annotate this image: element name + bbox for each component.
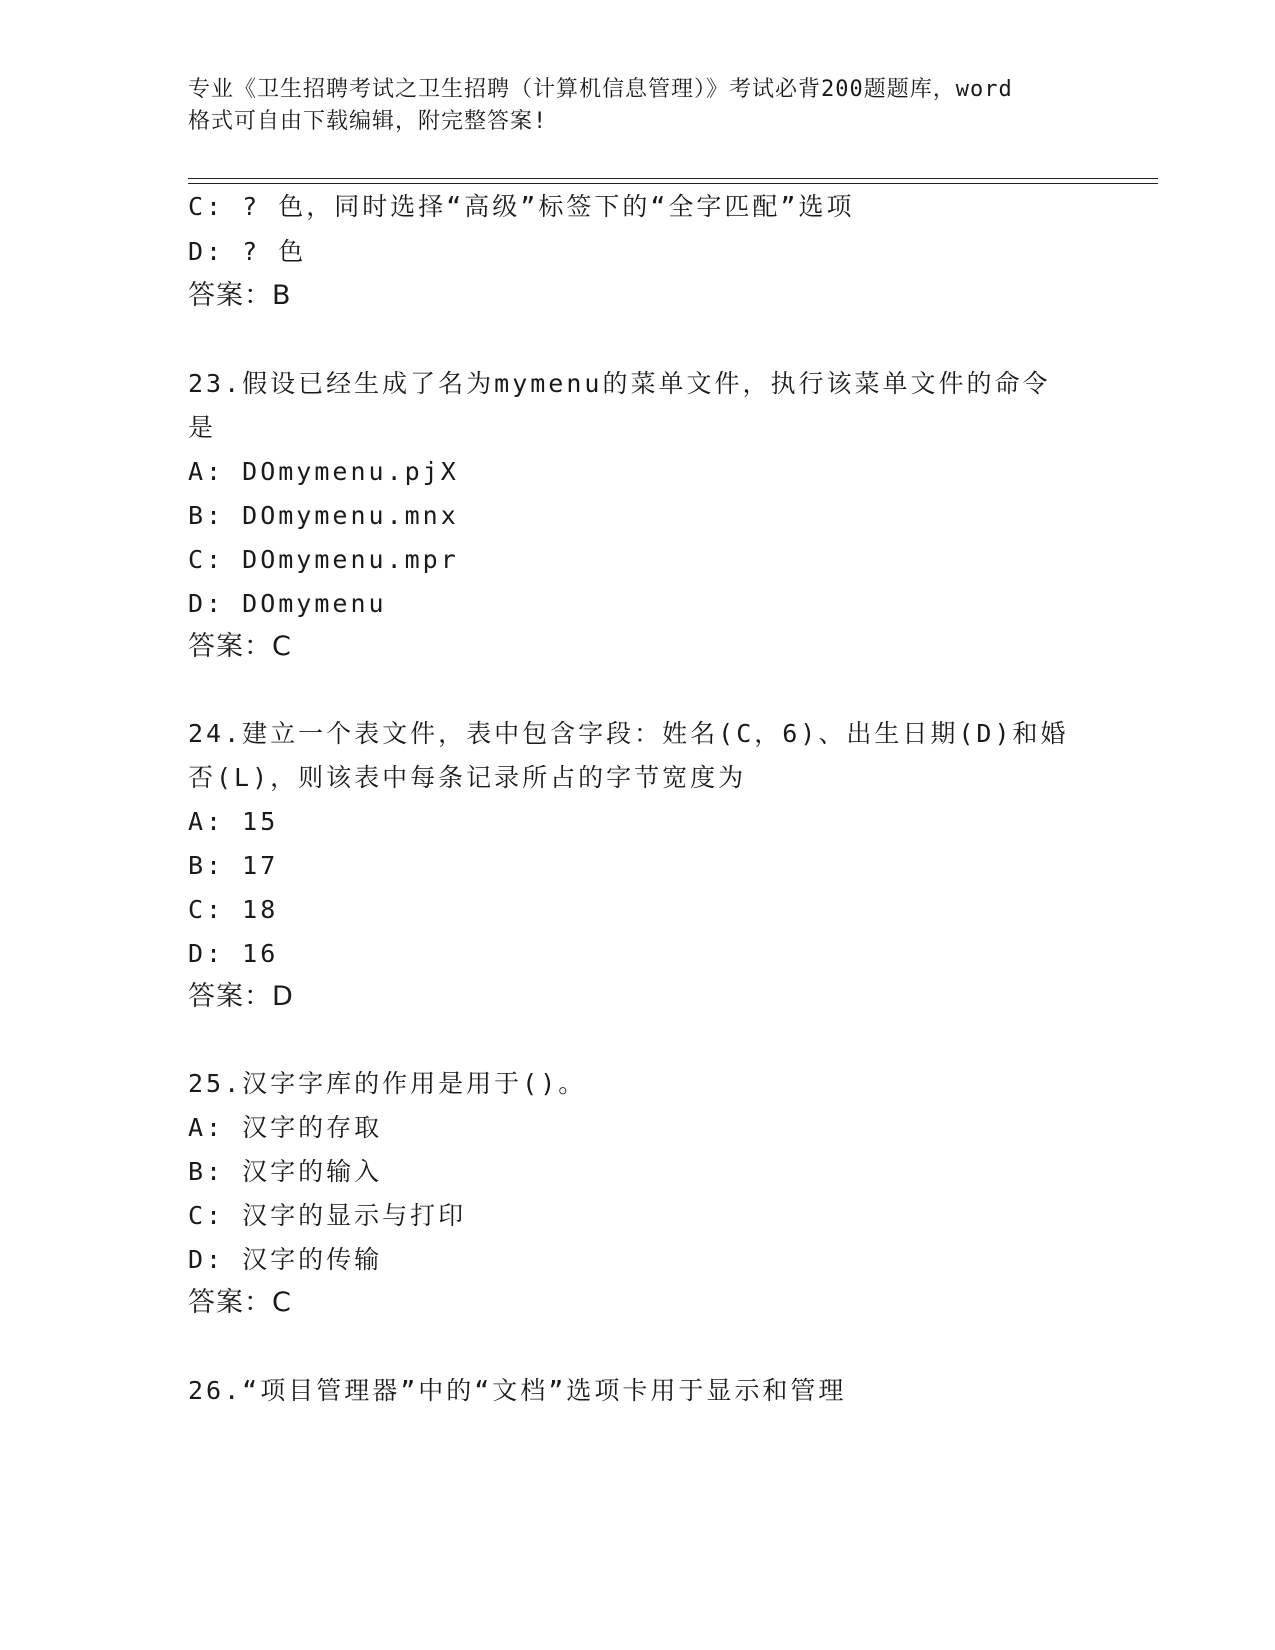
header-divider-top — [188, 178, 1158, 179]
header-title-line-1: 专业《卫生招聘考试之卫生招聘（计算机信息管理）》考试必背200题题库，word — [188, 77, 1013, 102]
q23-stem-line-2: 是 — [188, 413, 217, 442]
q22-answer: 答案：B — [188, 280, 292, 311]
q25-option-d: D: 汉字的传输 — [188, 1245, 383, 1274]
q25-option-b: B: 汉字的输入 — [188, 1157, 383, 1186]
q23-answer: 答案：C — [188, 631, 292, 662]
document-header — [188, 74, 1088, 138]
q24-answer: 答案：D — [188, 981, 294, 1012]
q23-stem-line-1: 23.假设已经生成了名为mymenu的菜单文件，执行该菜单文件的命令 — [188, 369, 1051, 398]
q24-stem-line-1: 24.建立一个表文件，表中包含字段：姓名(C，6)、出生日期(D)和婚 — [188, 719, 1069, 748]
q25-answer: 答案：C — [188, 1287, 292, 1318]
q25-option-a: A: 汉字的存取 — [188, 1113, 383, 1142]
q25-stem: 25.汉字字库的作用是用于()。 — [188, 1069, 587, 1098]
header-divider-bottom — [188, 183, 1158, 184]
q24-option-c: C: 18 — [188, 895, 279, 924]
q23-option-c: C: DOmymenu.mpr — [188, 545, 459, 574]
q25-option-c: C: 汉字的显示与打印 — [188, 1201, 467, 1230]
q23-option-d: D: DOmymenu — [188, 589, 387, 618]
q24-stem-line-2: 否(L)，则该表中每条记录所占的字节宽度为 — [188, 763, 747, 792]
q22-option-d: D: ? 色 — [188, 237, 307, 266]
q23-option-b: B: DOmymenu.mnx — [188, 501, 459, 530]
q26-stem: 26.“项目管理器”中的“文档”选项卡用于显示和管理 — [188, 1376, 847, 1405]
q24-option-d: D: 16 — [188, 939, 279, 968]
q22-option-c: C: ? 色，同时选择“高级”标签下的“全字匹配”选项 — [188, 192, 855, 221]
q24-option-b: B: 17 — [188, 851, 279, 880]
header-title-line-2: 格式可自由下载编辑，附完整答案! — [188, 109, 548, 134]
q24-option-a: A: 15 — [188, 807, 279, 836]
q23-option-a: A: DOmymenu.pjX — [188, 457, 459, 486]
